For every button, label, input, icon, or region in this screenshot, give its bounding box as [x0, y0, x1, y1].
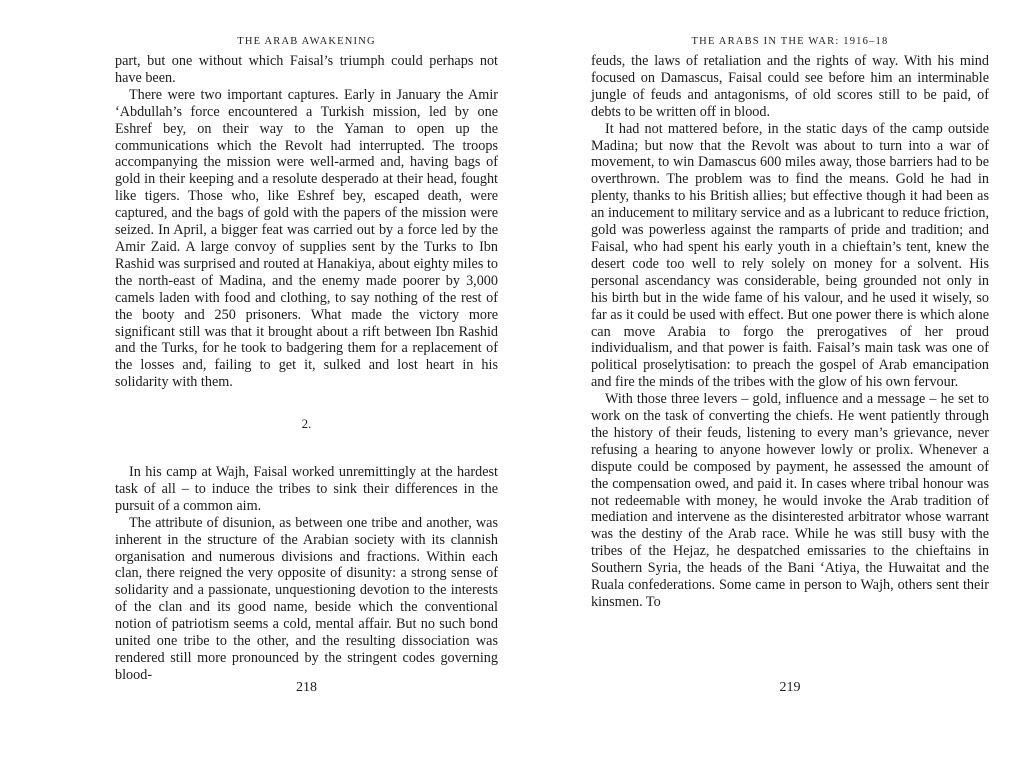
paragraph: In his camp at Wajh, Faisal worked unremittingly at the hardest task of all – to induce the tribes to sink their differences in the pursuit of a common aim. — [115, 464, 498, 514]
continuation-text: feuds, the laws of retaliation and the rights of way. With his mind focused on Damascus, Faisal could see before him an interminable jungle of feuds and antagonisms, of old scores still to be paid, of debts to be written off in blood. — [591, 53, 989, 120]
paragraph: With those three levers – gold, influence and a message – he set to work on the task of converting the chiefs. He went patiently through the history of their feuds, listening to every man’s grievance, never refusing a hearing to anyone however lowly or prolix. Whenever a dispute could be composed by payment, he assessed the amount of the compensation owed, and paid it. In cases where tribal honour was not redeemable with money, he would invoke the Arab tradition of mediation and intervene as the disinterested arbitrator whose warrant was the destiny of the Arab race. While he was still busy with the tribes of the Hejaz, he despatched emissaries to the chieftains in Southern Syria, the heads of the Bani ‘Atiya, the Huwaitat and the Ruala confederations. Some came in person to Wajh, others sent their kinsmen. To — [591, 391, 989, 610]
section-number: 2. — [301, 416, 312, 432]
right-page — [515, 0, 1030, 766]
page-number-left: 218 — [296, 680, 317, 695]
right-page-body — [591, 53, 989, 611]
left-page-body — [115, 53, 498, 684]
running-head-left: THE ARAB AWAKENING — [237, 36, 376, 47]
paragraph: There were two important captures. Early in January the Amir ‘Abdullah’s force encountered a Turkish mission, led by one Eshref bey, on their way to the Yaman to open up the communications which the Revolt had interrupted. The troops accompanying the mission were well-armed and, having bags of gold in their keeping and a resolute desperado at their head, fought like tigers. Those who, like Eshref bey, escaped death, were captured, and the bags of gold with the papers of the mission were seized. In April, a bigger feat was carried out by a force led by the Amir Zaid. A large convoy of supplies sent by the Turks to Ibn Rashid was surprised and routed at Hanakiya, about eighty miles to the north-east of Madina, and the enemy made poorer by 3,000 camels laden with food and clothing, to say nothing of the rest of the booty and 250 prisoners. What made the victory more significant still was that it brought about a rift between Ibn Rashid and the Turks, for he took to badgering them for a replacement of the losses and, failing to get it, sulked and lost heart in his solidarity with them. — [115, 86, 498, 391]
continuation-text: part, but one without which Faisal’s triumph could perhaps not have been. — [115, 53, 498, 86]
paragraph: The attribute of disunion, as between one tribe and another, was inherent in the structure of the Arabian society with its clannish organisation and numerous divisions and fractions. Within each clan, there reigned the very opposite of disunity: a strong sense of solidarity and a passionate, unquestioning devotion to the interests of the clan and its good name, beside which the conventional notion of patriotism seems a cold, mental affair. But no such bond united one tribe to the other, and the resulting dissociation was rendered still more pronounced by the stringent codes governing blood- — [115, 514, 498, 683]
paragraph: It had not mattered before, in the static days of the camp outside Madina; but now that the Revolt was about to turn into a war of movement, to win Damascus 600 miles away, those barriers had to be overthrown. The problem was to find the means. Gold he had in plenty, thanks to his British allies; but effective though it had been as an inducement to military service and as a lubricant to reduce friction, gold was powerless against the ramparts of pride and tradition; and Faisal, who had spent his early youth in a chieftain’s tent, knew the desert code too well to rely solely on money for a solvent. His personal ascendancy was considerable, being grounded not only in his birth but in the wide fame of his valour, and he used it wisely, so far as it could be used with effect. But one power there is which alone can move Arabia to forgo the prerogatives of her proud individualism, and that power is faith. Faisal’s main task was one of political proselytisation: to preach the gospel of Arab emancipation and fire the minds of the tribes with the glow of his own fervour. — [591, 120, 989, 391]
running-head-right: THE ARABS IN THE WAR: 1916–18 — [691, 36, 889, 47]
page-number-right: 219 — [779, 680, 801, 695]
